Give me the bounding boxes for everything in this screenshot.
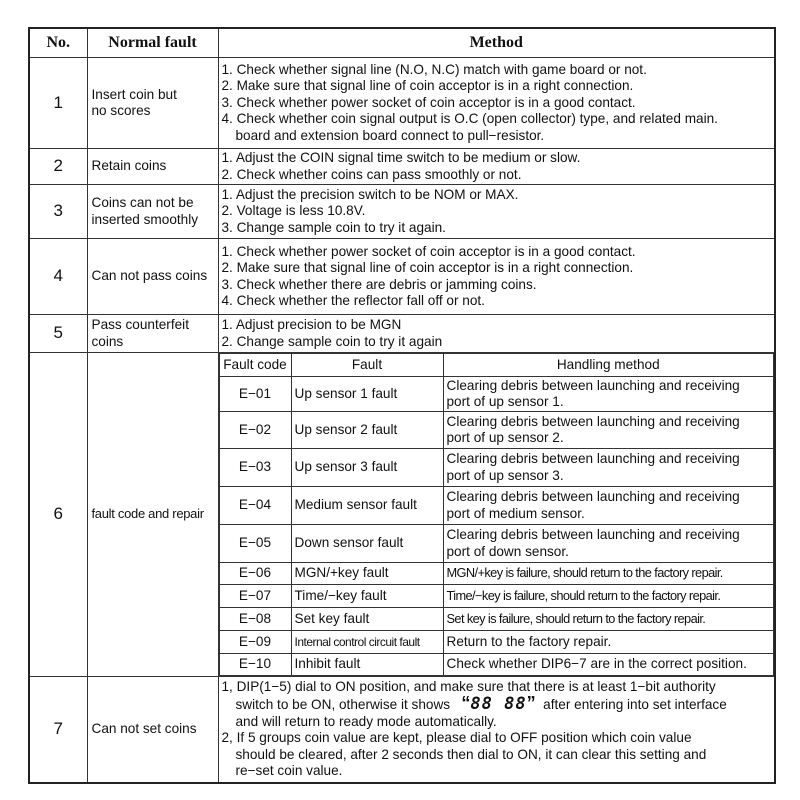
handling-method: [443, 377, 774, 412]
header-method: Method: [218, 28, 775, 58]
handling-line: port of up sensor 1.: [446, 394, 564, 409]
fault-code-table: [219, 353, 775, 676]
fault-code-header: [219, 354, 774, 377]
fault-line: coins: [91, 333, 124, 349]
handling-line: Return to the factory repair.: [446, 633, 612, 649]
fault-description: Up sensor 2 fault: [291, 412, 443, 449]
handling-method: [443, 449, 774, 487]
fault-line: Retain coins: [91, 158, 167, 174]
fault-code: E−05: [219, 525, 291, 563]
method-line: 1. Adjust the COIN signal time switch to be medium or slow.: [221, 150, 581, 165]
fault-code-cell: [218, 353, 775, 677]
fault-description: Time/−key fault: [291, 585, 443, 608]
fault-description: Up sensor 1 fault: [291, 377, 443, 412]
method-line: 1. Adjust precision to be MGN: [221, 317, 402, 332]
method: [218, 185, 775, 239]
method-line: 2. Make sure that signal line of coin acceptor is in a right connection.: [221, 260, 634, 275]
handling-method: [443, 487, 774, 525]
handling-line: Check whether DIP6−7 are in the correct position.: [446, 656, 747, 672]
row-number: 5: [29, 315, 87, 353]
table-row: [29, 677, 775, 783]
fault-line: Coins can not be: [91, 195, 194, 210]
method-line: 2. Change sample coin to try it again: [221, 333, 443, 349]
fault-code: E−01: [219, 377, 291, 412]
handling-method: [443, 631, 774, 654]
method-line: 1. Adjust the precision switch to be NOM or MAX.: [221, 186, 519, 202]
table-row: [29, 149, 775, 185]
fault-description: Medium sensor fault: [291, 487, 443, 525]
fault-description: MGN/+key fault: [291, 563, 443, 585]
header-handling: Handling method: [443, 354, 774, 377]
method-line: re−set coin value.: [235, 763, 343, 779]
fault-description: Internal control circuit fault: [291, 631, 443, 654]
fault-description: Inhibit fault: [291, 654, 443, 676]
method-line: 4. Check whether coin signal output is O.C (open collector) type, and related main.: [221, 111, 718, 127]
fault-code: E−10: [219, 654, 291, 676]
method-line: after entering into set interface: [543, 697, 727, 713]
fault-code-row: [219, 449, 774, 487]
method-line: switch to be ON, otherwise it shows: [235, 697, 451, 713]
fault-line: fault code and repair: [91, 506, 204, 522]
method-line: 1. Check whether signal line (N.O, N.C) match with game board or not.: [221, 61, 647, 77]
fault-code: E−04: [219, 487, 291, 525]
handling-method: [443, 412, 774, 449]
table-row: [29, 185, 775, 239]
fault-code: E−09: [219, 631, 291, 654]
handling-method: [443, 608, 774, 631]
fault-line: Insert coin but: [91, 86, 177, 102]
method-line: 2, If 5 groups coin value are kept, please dial to OFF position which coin value: [221, 730, 692, 746]
method-line: 2. Check whether coins can pass smoothly or not.: [221, 166, 522, 182]
fault-name: [87, 58, 218, 149]
method: [218, 315, 775, 353]
handling-line: Clearing debris between launching and receiving: [446, 377, 740, 393]
method-line: 1. Check whether power socket of coin acceptor is in a good contact.: [221, 243, 636, 259]
handling-line: Time/−key is failure, should return to the factory repair.: [446, 587, 721, 603]
header-fault-code: Fault code: [219, 354, 291, 377]
row-number: 7: [29, 677, 87, 783]
handling-line: MGN/+key is failure, should return to the factory repair.: [446, 565, 723, 581]
fault-code-row: [219, 631, 774, 654]
fault-code-row: [219, 525, 774, 563]
method-line: and will return to ready mode automatically.: [235, 713, 497, 729]
handling-line: port of down sensor.: [446, 543, 569, 559]
handling-method: [443, 654, 774, 676]
method-line: 1, DIP(1−5) dial to ON position, and make sure that there is at least 1−bit authority: [221, 678, 716, 694]
table-row: [29, 58, 775, 149]
fault-code: E−03: [219, 449, 291, 487]
fault-code-row: [219, 654, 774, 676]
fault-name: [87, 149, 218, 185]
fault-name: [87, 185, 218, 239]
handling-method: [443, 585, 774, 608]
handling-method: [443, 525, 774, 563]
header-fault: Fault: [291, 354, 443, 377]
method: [218, 239, 775, 315]
fault-description: Down sensor fault: [291, 525, 443, 563]
method-line: 4. Check whether the reflector fall off or not.: [221, 293, 485, 308]
fault-line: no scores: [91, 103, 151, 118]
fault-table: [28, 27, 776, 784]
fault-code-row: [219, 487, 774, 525]
fault-code-row: [219, 412, 774, 449]
fault-line: inserted smoothly: [91, 211, 199, 227]
fault-line: Pass counterfeit: [91, 317, 189, 332]
fault-code: E−02: [219, 412, 291, 449]
row-number: 1: [29, 58, 87, 149]
fault-name: [87, 677, 218, 783]
handling-line: Clearing debris between launching and receiving: [446, 413, 740, 429]
fault-line: Can not set coins: [91, 721, 197, 736]
handling-line: Clearing debris between launching and receiving: [446, 527, 740, 542]
header-fault: Normal fault: [87, 28, 218, 58]
fault-code: E−07: [219, 585, 291, 608]
fault-name: [87, 315, 218, 353]
method: [218, 58, 775, 149]
method-line: should be cleared, after 2 seconds then dial to ON, it can clear this setting and: [235, 746, 707, 762]
fault-code-row: [219, 563, 774, 585]
fault-name: [87, 239, 218, 315]
method: [218, 149, 775, 185]
method-line: 3. Check whether there are debris or jamming coins.: [221, 276, 537, 292]
row-number: 6: [29, 353, 87, 677]
header-row: [29, 28, 775, 58]
seven-segment-display: 88 88: [470, 694, 527, 715]
fault-code-row: [219, 608, 774, 631]
fault-description: Up sensor 3 fault: [291, 449, 443, 487]
method-line: 3. Change sample coin to try it again.: [221, 219, 446, 235]
row-number: 3: [29, 185, 87, 239]
handling-line: Set key is failure, should return to the factory repair.: [446, 610, 706, 626]
handling-line: Clearing debris between launching and receiving: [446, 451, 740, 466]
table-row: [29, 239, 775, 315]
handling-line: port of up sensor 3.: [446, 467, 564, 483]
fault-description: Set key fault: [291, 608, 443, 631]
fault-code: E−06: [219, 563, 291, 585]
row-number: 2: [29, 149, 87, 185]
handling-method: [443, 563, 774, 585]
table-row: [29, 315, 775, 353]
fault-code: E−08: [219, 608, 291, 631]
method: 1, DIP(1−5) dial to ON position, and make sure that there is at least 1−bit authority switch to be ON, otherwise it shows “88 88” after entering into set interface and will return to ready mode automatically. 2, If 5 groups coin value are kept, please dial to OFF position which coin value should be cleared, after 2 seconds then dial to ON, it can clear this setting and re−set coin value.: [218, 677, 775, 783]
handling-line: port of up sensor 2.: [446, 430, 564, 445]
row-number: 4: [29, 239, 87, 315]
method-line: 2. Voltage is less 10.8V.: [221, 203, 366, 219]
table-row: [29, 353, 775, 677]
handling-line: Clearing debris between launching and receiving: [446, 489, 740, 504]
method-line: board and extension board connect to pull−resistor.: [235, 127, 545, 143]
fault-line: Can not pass coins: [91, 268, 208, 284]
handling-line: port of medium sensor.: [446, 505, 585, 521]
fault-code-row: [219, 585, 774, 608]
fault-name: [87, 353, 218, 677]
header-no: No.: [29, 28, 87, 58]
method-line: 3. Check whether power socket of coin acceptor is in a good contact.: [221, 94, 636, 110]
method-line: 2. Make sure that signal line of coin acceptor is in a right connection.: [221, 78, 634, 94]
fault-code-row: [219, 377, 774, 412]
